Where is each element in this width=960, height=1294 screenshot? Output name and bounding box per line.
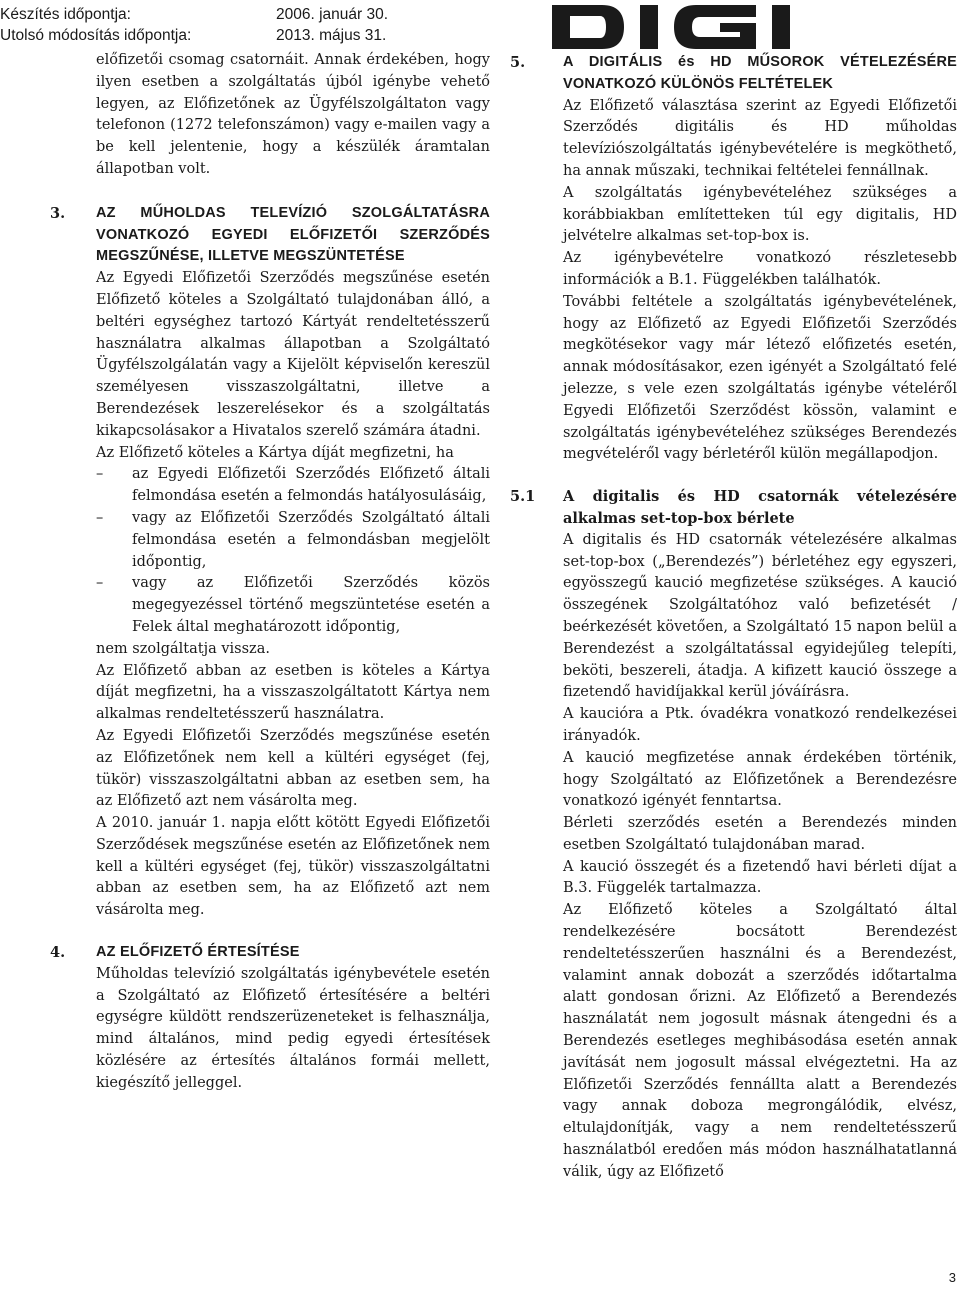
list-item bbox=[96, 464, 490, 508]
section-5-1-paragraph-1: A digitalis és HD csatornák vételezésére alkalmas set-top-box („Berendezés”) bérletéhez egy egyszeri, egyösszegű kaució megfizetése szükséges. A kaució összegének Szolgáltatóhoz való befizetését / beérkezését követően, a Szolgáltató 15 napon belül a Berendezést a szolgáltatással egyidejűleg telepíti, beköti, beszereli, átadja. A kifizett kaució összege a fizetendő havidíjakkal kerül jóváírásra. bbox=[563, 531, 957, 701]
section-number: 4. bbox=[50, 944, 66, 962]
digi-logo bbox=[550, 2, 852, 52]
section-5-1-heading bbox=[510, 486, 957, 530]
section-5-paragraph-3: Az igénybevételre vonatkozó részletesebb információk a B.1. Függelékben találhatók. bbox=[563, 250, 957, 288]
section-5-1-paragraph-4: Bérleti szerződés esetén a Berendezés minden esetben Szolgáltató tulajdonában marad. bbox=[563, 815, 957, 853]
dash-marker: – bbox=[96, 466, 104, 483]
section-3-paragraph-6: A 2010. január 1. napja előtt kötött Egyedi Előfizetői Szerződések megszűnése esetén az Előfizetőnek nem kell a kültéri egységet (fej, tükör) visszaszolgáltatni abban az esetben sem, ha az Előfizető azt nem vásárolta meg. bbox=[96, 815, 490, 919]
left-column bbox=[50, 50, 490, 1095]
right-column bbox=[510, 52, 957, 1184]
created-label: Készítés időpontja: bbox=[0, 6, 131, 23]
list-item-text: vagy az Előfizetői Szerződés közös megegyezéssel történő megszüntetése esetén a Felek által meghatározott időpontig, bbox=[132, 575, 490, 635]
section-4-paragraph-1: Műholdas televízió szolgáltatás igénybevétele esetén a Szolgáltató az Előfizető értesítésére a beltéri egységre küldött rendszerüzeneteket is felhasználja, mind általános, mind pedig egyedi értesítések közlésére az értesítés általános formái mellett, kiegészítő jelleggel. bbox=[96, 965, 490, 1091]
section-3-paragraph-4: Az Előfizető abban az esetben is köteles a Kártya díját megfizetni, ha a visszaszolgáltatott Kártya nem alkalmas rendeltetésszerű használatra. bbox=[96, 662, 490, 723]
section-title: A DIGITÁLIS és HD MŰSOROK VÉTELEZÉSÉRE VONATKOZÓ KÜLÖNÖS FELTÉTELEK bbox=[563, 54, 957, 92]
section-3-paragraph-1: Az Egyedi Előfizetői Szerződés megszűnése esetén Előfizető köteles a Szolgáltató tulajdonában álló, a beltéri egységhez tartozó Kártyát rendeltetésszerű használatra alkalmas állapotban a Szolgáltató Ügyfélszolgálatán vagy a Kijelölt képviselőn kereszül személyesen visszaszolgáltatni, illetve a Berendezések leszerelésekor és a szolgáltatás kikapcsolásakor a Hivatalos szerelő számára átadni. bbox=[96, 270, 490, 439]
list-item bbox=[96, 508, 490, 573]
modified-row bbox=[0, 25, 388, 46]
section-title: AZ MŰHOLDAS TELEVÍZIÓ SZOLGÁLTATÁSRA VONATKOZÓ EGYEDI ELŐFIZETŐI SZERZŐDÉS MEGSZŰNÉSE, ILLETVE MEGSZÜNTETÉSE bbox=[96, 204, 490, 265]
section-5-1-paragraph-5: A kaució összegét és a fizetendő havi bérleti díjat a B.3. Függelék tartalmazza. bbox=[563, 858, 957, 897]
dash-marker: – bbox=[96, 509, 104, 526]
section-5-1-paragraph-6: Az Előfizető köteles a Szolgáltató által rendelkezésére bocsátott Berendezést rendeltetésszerűen használni és a Berendezést, valamint annak dobozát a szerződés időtartalma alatt gondosan őrizni. Az Előfizető a Berendezés használatát nem jogosult másnak átengedni és a Berendezés esetleges meghibásodása esetén annak javítását nem jogosult mással elvégeztetni. Ha az Előfizetői Szerződés fennállta alatt a Berendezés vagy annak doboza megrongálódik, elvész, eltulajdonítják, vagy a nem rendeltetésszerű használatból eredően más módon használhatatlanná válik, úgy az Előfizető bbox=[563, 902, 957, 1180]
created-row bbox=[0, 4, 388, 25]
section-5-paragraph-2: A szolgáltatás igénybevételéhez szükséges a korábbiakban említetteken túl egy digitalis, HD jelvételre alkalmas set-top-box is. bbox=[563, 184, 957, 245]
list-item-text: az Egyedi Előfizetői Szerződés Előfizető általi felmondása esetén a felmondás hatályosulásáig, bbox=[132, 466, 490, 505]
section-3-paragraph-3: nem szolgáltatja vissza. bbox=[96, 640, 270, 657]
created-value: 2006. január 30. bbox=[276, 6, 389, 23]
modified-label: Utolsó módosítás időpontja: bbox=[0, 27, 192, 44]
section-number: 5. bbox=[510, 54, 526, 71]
section-3-heading bbox=[50, 203, 490, 268]
section-number: 5.1 bbox=[510, 488, 536, 506]
intro-paragraph: előfizetői csomag csatornáit. Annak érdekében, hogy ilyen esetben a szolgáltatás újból igénybe vehető legyen, az Előfizetőnek az Ügyfélszolgáltaton vagy telefonon (1272 telefonszámon) vagy e-mailen vagy a be kell jelentenie, hogy a készülék áramtalan állapotban volt. bbox=[96, 52, 490, 177]
section-number: 3. bbox=[50, 204, 66, 222]
page-number: 3 bbox=[948, 1270, 956, 1285]
section-title: AZ ELŐFIZETŐ ÉRTESÍTÉSE bbox=[96, 944, 300, 961]
dash-list bbox=[50, 464, 490, 638]
section-5-1-paragraph-2: A kaucióra a Ptk. óvadékra vonatkozó rendelkezései irányadók. bbox=[563, 706, 957, 744]
section-5-paragraph-1: Az Előfizető választása szerint az Egyedi Előfizetői Szerződés digitális és HD műholdas televíziószolgáltatás igénybevételére is megköthető, ha annak műszaki, technikai feltételei fennállnak. bbox=[563, 97, 957, 179]
section-5-paragraph-4: További feltétele a szolgáltatás igénybevételének, hogy az Előfizető az Egyedi Előfizetői Szerződés megkötésekor vagy már létező előfizetés esetén, annak módosításakor, ezen igényét a Szolgáltató felé jelezze, s vele ezen szolgáltatás igénybe vételéről Egyedi Előfizetői Szerződést kössön, valamint e szolgáltatás igénybevételéhez szükséges Berendezés megvételéről vagy bérletéről külön megállapodjon. bbox=[563, 293, 957, 463]
section-5-heading bbox=[510, 52, 957, 96]
document-meta bbox=[0, 4, 388, 46]
list-item-text: vagy az Előfizetői Szerződés Szolgáltató általi felmondása esetén a felmondásban megjelölt időpontig, bbox=[132, 509, 490, 570]
section-3-paragraph-2: Az Előfizető köteles a Kártya díját megfizetni, ha bbox=[96, 444, 454, 461]
dash-marker: – bbox=[96, 575, 104, 592]
section-3-paragraph-5: Az Egyedi Előfizetői Szerződés megszűnése esetén az Előfizetőnek nem kell a kültéri egységet (fej, tükör) visszaszolgáltatni abban az esetben sem, ha az Előfizető azt nem vásárolta meg. bbox=[96, 727, 490, 810]
list-item bbox=[96, 573, 490, 638]
section-4-heading bbox=[50, 942, 490, 964]
section-title: A digitalis és HD csatornák vételezésére alkalmas set-top-box bérlete bbox=[563, 488, 957, 527]
section-5-1-paragraph-3: A kaució megfizetése annak érdekében történik, hogy Szolgáltató az Előfizetőnek a Berendezésre vonatkozó igényét fenntartsa. bbox=[563, 749, 957, 810]
modified-value: 2013. május 31. bbox=[276, 27, 387, 44]
